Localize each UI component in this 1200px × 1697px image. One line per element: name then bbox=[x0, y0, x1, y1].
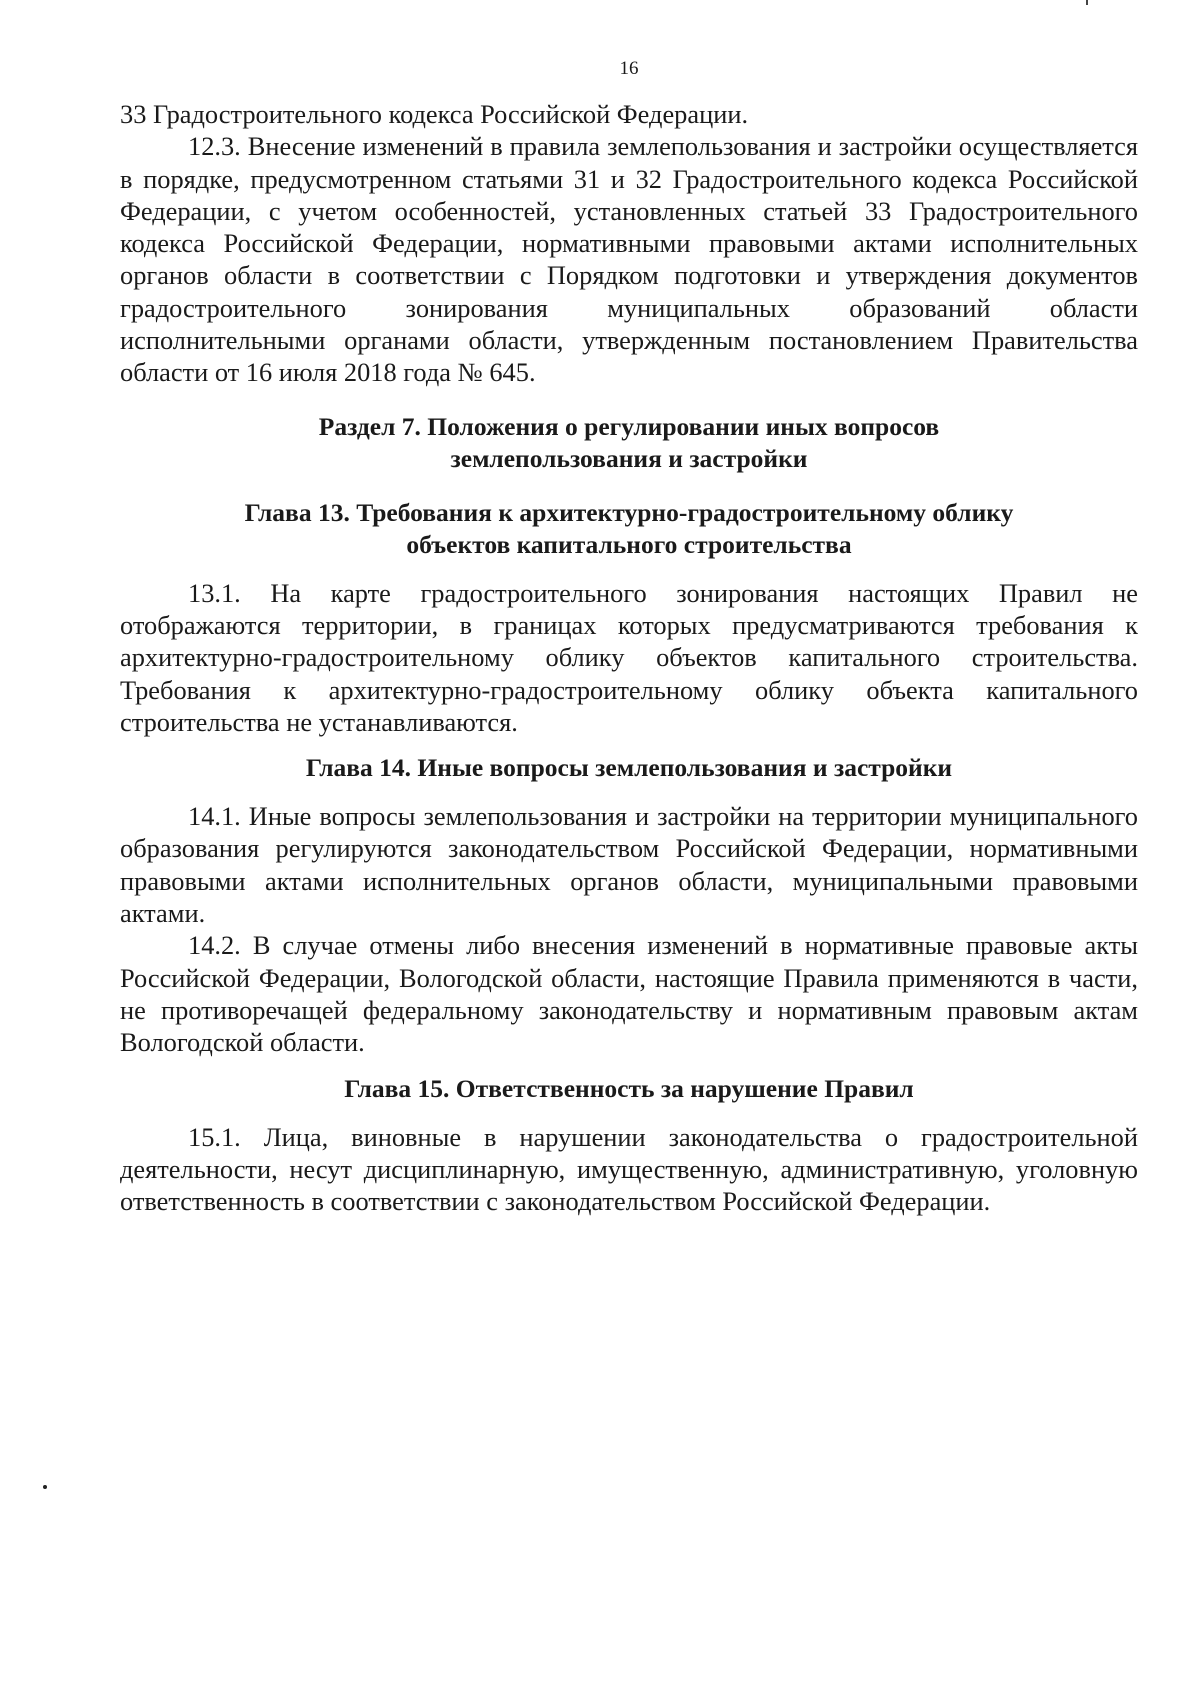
scan-edge-mark bbox=[1086, 0, 1088, 5]
scan-dot-mark bbox=[43, 1485, 47, 1489]
section-7-title-line2: землепользования и застройки bbox=[450, 443, 808, 473]
section-7-title-line1: Раздел 7. Положения о регулировании иных вопросов bbox=[318, 411, 940, 441]
document-page bbox=[120, 58, 1138, 1217]
chapter-13-title-line2: объектов капитального строительства bbox=[406, 529, 852, 559]
paragraph-13-1: 13.1. На карте градостроительного зонирования настоящих Правил не отображаются территории, в границах которых предусматриваются требования к архитектурно-градостроительному облику объектов капитального строительства. Требования к архитектурно-градостроительному облику объекта капитального строительства не устанавливаются. bbox=[120, 577, 1138, 737]
paragraph-14-1: 14.1. Иные вопросы землепользования и застройки на территории муниципального образования регулируются законодательством Российской Федерации, нормативными правовыми актами исполнительных органов области, муниципальными правовыми актами. bbox=[120, 801, 1138, 929]
paragraph-12-3: 12.3. Внесение изменений в правила землепользования и застройки осуществляется в порядке, предусмотренном статьями 31 и 32 Градостроительного кодекса Российской Федерации, с учетом особенностей, установленных статьей 33 Градостроительного кодекса Российской Федерации, нормативными правовыми актами исполнительных органов области в соответствии с Порядком подготовки и утверждения документов градостроительного зонирования муниципальных образований области исполнительными органами области, утвержденным постановлением Правительства области от 16 июля 2018 года № 645. bbox=[120, 131, 1138, 388]
chapter-13-title bbox=[120, 497, 1138, 561]
section-7-title bbox=[120, 411, 1138, 475]
paragraph-15-1: 15.1. Лица, виновные в нарушении законодательства о градостроительной деятельности, несут дисциплинарную, имущественную, административную, уголовную ответственность в соответствии с законодательством Российской Федерации. bbox=[120, 1121, 1138, 1217]
page-number: 16 bbox=[619, 58, 639, 79]
chapter-13-title-line1: Глава 13. Требования к архитектурно-градостроительному облику bbox=[244, 497, 1014, 527]
paragraph-continuation: 33 Градостроительного кодекса Российской Федерации. bbox=[120, 99, 749, 129]
chapter-15-title: Глава 15. Ответственность за нарушение Правил bbox=[344, 1073, 914, 1103]
paragraph-14-2: 14.2. В случае отмены либо внесения изменений в нормативные правовые акты Российской Федерации, Вологодской области, настоящие Правила применяются в части, не противоречащей федеральному законодательству и нормативным правовым актам Вологодской области. bbox=[120, 930, 1138, 1058]
chapter-14-title: Глава 14. Иные вопросы землепользования и застройки bbox=[305, 753, 953, 783]
